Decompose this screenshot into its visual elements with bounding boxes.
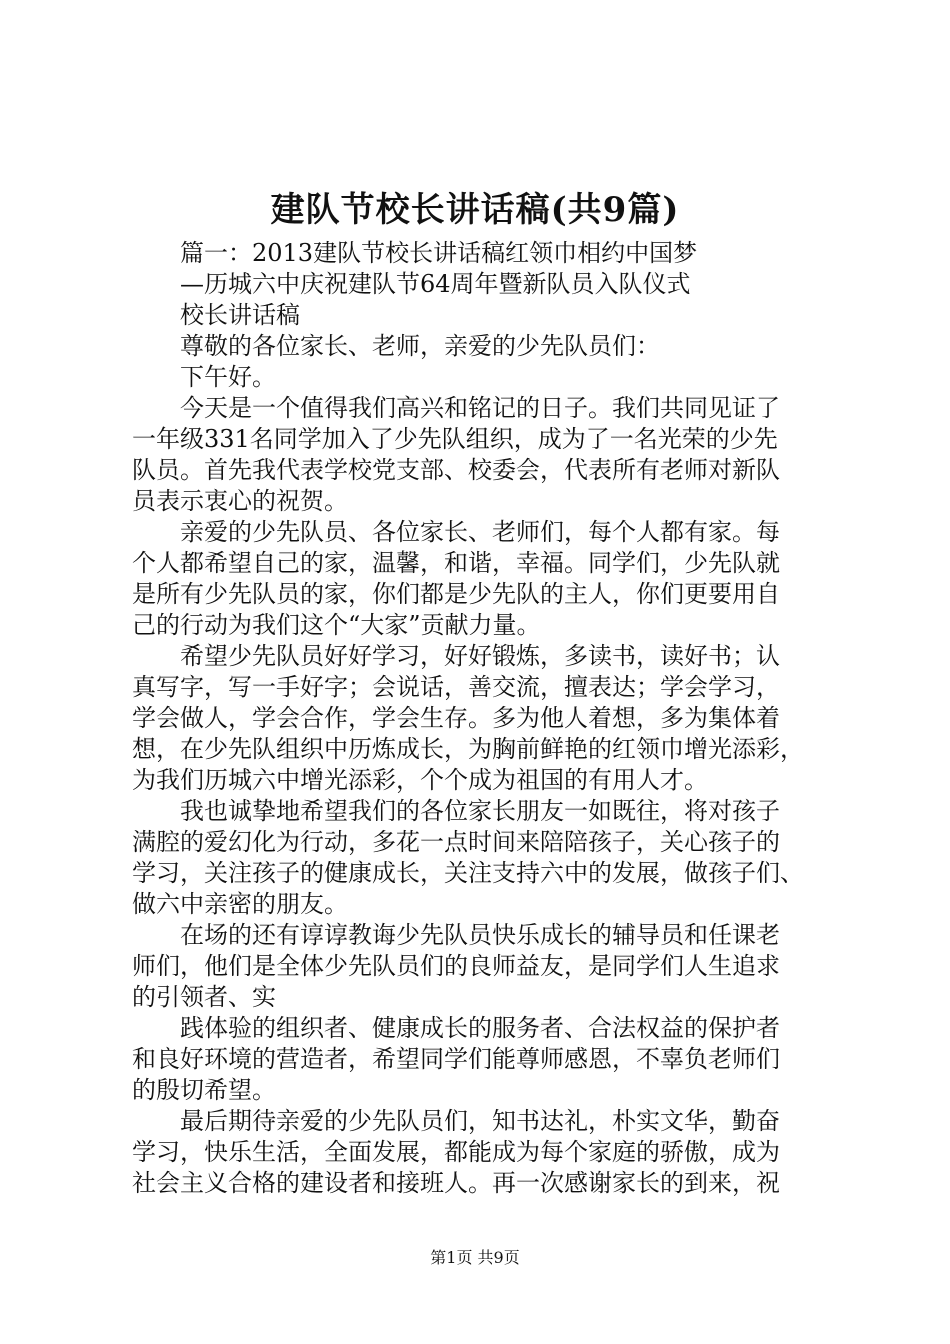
page-footer: 第1页 共9页 bbox=[430, 1248, 520, 1267]
paragraph-line: 个人都希望自己的家，温馨，和谐，幸福。同学们，少先队就 bbox=[132, 549, 780, 577]
paragraph-line: 亲爱的少先队员、各位家长、老师们，每个人都有家。每 bbox=[180, 518, 780, 546]
document-title: 建队节校长讲话稿(共9篇) bbox=[270, 190, 680, 230]
paragraph-line: 在场的还有谆谆教诲少先队员快乐成长的辅导员和任课老 bbox=[180, 921, 780, 949]
paragraph-line: 篇一：2013建队节校长讲话稿红领巾相约中国梦 bbox=[180, 239, 698, 267]
paragraph-line: 希望少先队员好好学习，好好锻炼，多读书，读好书；认 bbox=[180, 642, 780, 670]
paragraph-line: —历城六中庆祝建队节64周年暨新队员入队仪式 bbox=[180, 270, 691, 298]
paragraph-line: 和良好环境的营造者，希望同学们能尊师感恩，不辜负老师们 bbox=[132, 1045, 780, 1073]
paragraph-line: 是所有少先队员的家，你们都是少先队的主人，你们更要用自 bbox=[132, 580, 780, 608]
paragraph-line: 队员。首先我代表学校党支部、校委会，代表所有老师对新队 bbox=[132, 456, 780, 484]
paragraph-line: 满腔的爱幻化为行动，多花一点时间来陪陪孩子，关心孩子的 bbox=[132, 828, 780, 856]
paragraph-line: 做六中亲密的朋友。 bbox=[132, 890, 348, 918]
paragraph-line: 我也诚挚地希望我们的各位家长朋友一如既往，将对孩子 bbox=[180, 797, 780, 825]
paragraph-line: 校长讲话稿 bbox=[180, 301, 300, 329]
paragraph-line: 学习，快乐生活，全面发展，都能成为每个家庭的骄傲，成为 bbox=[132, 1138, 780, 1166]
paragraph-line: 想，在少先队组织中历炼成长，为胸前鲜艳的红领巾增光添彩， bbox=[132, 735, 804, 763]
paragraph-line: 尊敬的各位家长、老师，亲爱的少先队员们： bbox=[180, 332, 660, 360]
paragraph-line: 社会主义合格的建设者和接班人。再一次感谢家长的到来，祝 bbox=[132, 1169, 780, 1197]
paragraph-line: 学会做人，学会合作，学会生存。多为他人着想，多为集体着 bbox=[132, 704, 780, 732]
paragraph-line: 的引领者、实 bbox=[132, 983, 276, 1011]
paragraph-line: 的殷切希望。 bbox=[132, 1076, 276, 1104]
paragraph-line: 真写字，写一手好字；会说话，善交流，擅表达；学会学习， bbox=[132, 673, 780, 701]
paragraph-line: 一年级331名同学加入了少先队组织，成为了一名光荣的少先 bbox=[132, 425, 778, 453]
paragraph-line: 学习，关注孩子的健康成长，关注支持六中的发展，做孩子们、 bbox=[132, 859, 804, 887]
paragraph-line: 己的行动为我们这个“大家”贡献力量。 bbox=[132, 611, 541, 639]
paragraph-line: 最后期待亲爱的少先队员们，知书达礼，朴实文华，勤奋 bbox=[180, 1107, 780, 1135]
document-body bbox=[132, 238, 832, 1199]
paragraph-line: 践体验的组织者、健康成长的服务者、合法权益的保护者 bbox=[180, 1014, 780, 1042]
paragraph-line: 今天是一个值得我们高兴和铭记的日子。我们共同见证了 bbox=[180, 394, 780, 422]
paragraph-line: 员表示衷心的祝贺。 bbox=[132, 487, 348, 515]
paragraph-line: 为我们历城六中增光添彩，个个成为祖国的有用人才。 bbox=[132, 766, 708, 794]
paragraph-line: 下午好。 bbox=[180, 363, 276, 391]
paragraph-line: 师们，他们是全体少先队员们的良师益友，是同学们人生追求 bbox=[132, 952, 780, 980]
